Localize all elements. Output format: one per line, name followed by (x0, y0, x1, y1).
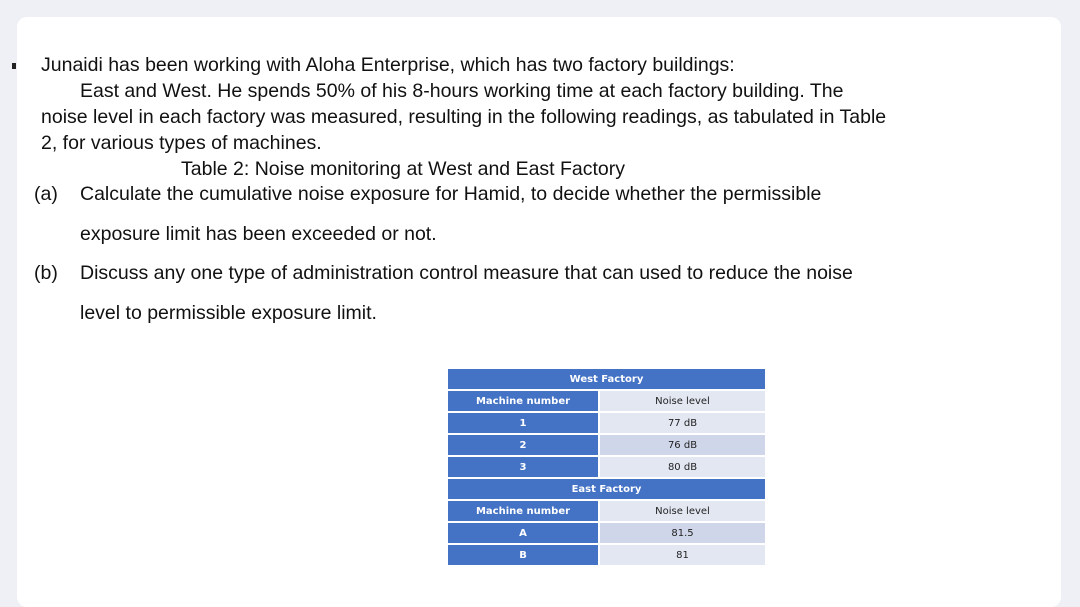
east-factory-title: East Factory (448, 479, 765, 501)
question-line: 2, for various types of machines. (41, 132, 322, 154)
question-paragraph (41, 52, 1001, 156)
part-a-label: (a) (34, 183, 58, 205)
part-a-line2: exposure limit has been exceeded or not. (80, 223, 437, 245)
machine-cell: A (448, 523, 600, 545)
noise-cell: 76 dB (600, 435, 765, 457)
part-b-line1: Discuss any one type of administration control measure that can used to reduce the noise (80, 262, 853, 284)
question-line: noise level in each factory was measured, resulting in the following readings, as tabulated in Table (41, 106, 887, 128)
noise-table (448, 369, 765, 567)
part-b-line2: level to permissible exposure limit. (80, 302, 377, 324)
machine-cell: 3 (448, 457, 600, 479)
bullet-marker (12, 63, 16, 69)
part-b-label: (b) (34, 262, 58, 284)
noise-cell: 80 dB (600, 457, 765, 479)
east-machine-header: Machine number (448, 501, 600, 523)
table-row (448, 479, 765, 501)
table-row (448, 457, 765, 479)
question-line: Junaidi has been working with Aloha Enterprise, which has two factory buildings: (41, 54, 735, 76)
machine-cell: 1 (448, 413, 600, 435)
west-noise-header: Noise level (600, 391, 765, 413)
table-row (448, 545, 765, 567)
table-caption: Table 2: Noise monitoring at West and East Factory (181, 158, 626, 180)
table-row (448, 523, 765, 545)
part-a-line1: Calculate the cumulative noise exposure for Hamid, to decide whether the permissible (80, 183, 822, 205)
noise-cell: 77 dB (600, 413, 765, 435)
west-factory-title: West Factory (448, 369, 765, 391)
table-row (448, 435, 765, 457)
noise-cell: 81.5 (600, 523, 765, 545)
table-row (448, 413, 765, 435)
east-noise-header: Noise level (600, 501, 765, 523)
machine-cell: 2 (448, 435, 600, 457)
table-row (448, 369, 765, 391)
noise-cell: 81 (600, 545, 765, 567)
table-row (448, 391, 765, 413)
question-line: East and West. He spends 50% of his 8-hours working time at each factory building. The (80, 80, 844, 102)
west-machine-header: Machine number (448, 391, 600, 413)
machine-cell: B (448, 545, 600, 567)
table-row (448, 501, 765, 523)
